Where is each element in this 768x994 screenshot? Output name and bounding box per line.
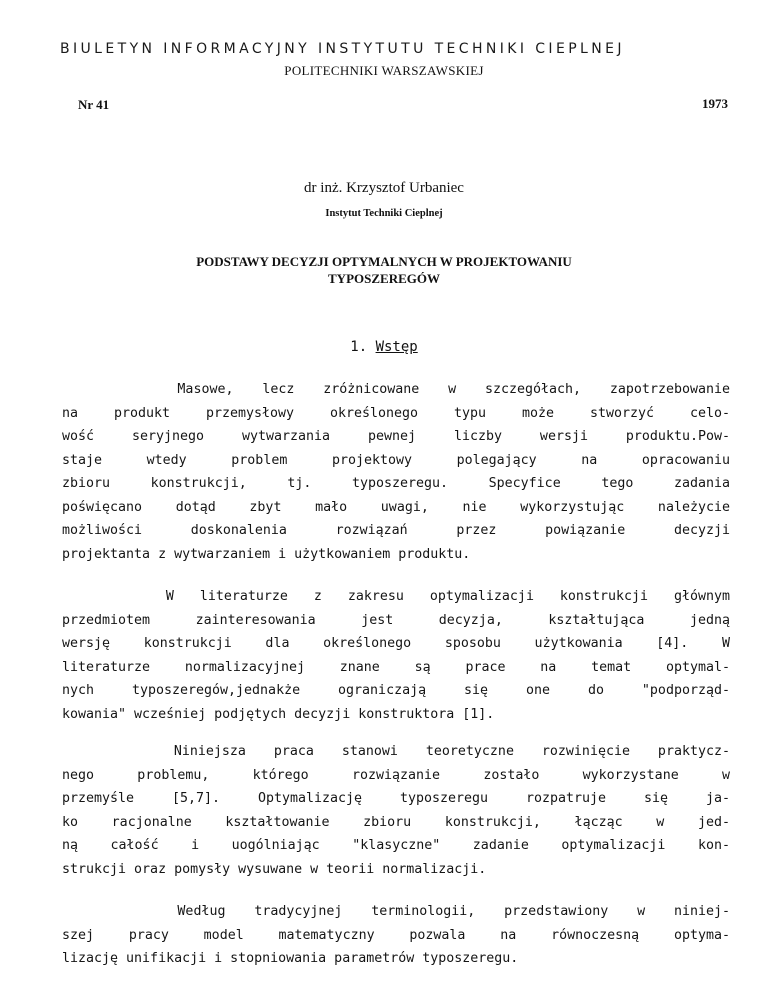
text-line: wersję konstrukcji dla określonego sposobu użytkowania [4]. W bbox=[62, 636, 730, 651]
author-affiliation: Instytut Techniki Cieplnej bbox=[325, 208, 443, 219]
text-line: projektanta z wytwarzaniem i użytkowaniem produktu. bbox=[62, 546, 471, 562]
text-line: W literaturze z zakresu optymalizacji konstrukcji głównym bbox=[62, 589, 730, 604]
paragraph bbox=[62, 585, 730, 726]
text-line: wość seryjnego wytwarzania pewnej liczby wersji produktu.Pow- bbox=[62, 429, 730, 444]
text-line: przemyśle [5,7]. Optymalizację typoszeregu rozpatruje się ja- bbox=[62, 791, 730, 806]
issue-year: 1973 bbox=[702, 96, 728, 111]
text-line: literaturze normalizacyjnej znane są prace na temat optymal- bbox=[62, 659, 730, 675]
text-line: przedmiotem zainteresowania jest decyzja, kształtująca jedną bbox=[62, 612, 730, 628]
text-line: nych typoszeregów,jednakże ograniczają się one do "podporząd- bbox=[62, 683, 730, 698]
paper-title-line: TYPOSZEREGÓW bbox=[328, 271, 440, 286]
text-line: nego problemu, którego rozwiązanie zostało wykorzystane w bbox=[62, 767, 730, 783]
text-line: staje wtedy problem projektowy polegający na opracowaniu bbox=[62, 452, 730, 468]
section-title: Wstęp bbox=[375, 339, 418, 355]
paper-title-line: PODSTAWY DECYZJI OPTYMALNYCH W PROJEKTOWANIU bbox=[196, 254, 572, 269]
bulletin-subtitle: POLITECHNIKI WARSZAWSKIEJ bbox=[284, 63, 484, 78]
text-line: Niniejsza praca stanowi teoretyczne rozwinięcie praktycz- bbox=[62, 744, 730, 759]
text-line: lizację unifikacji i stopniowania parametrów typoszeregu. bbox=[62, 951, 519, 966]
paragraph bbox=[62, 900, 730, 971]
text-line: szej pracy model matematyczny pozwala na równoczesną optyma- bbox=[62, 927, 730, 943]
section-number: 1. bbox=[350, 339, 368, 355]
text-line: ną całość i uogólniając "klasyczne" zadanie optymalizacji kon- bbox=[62, 838, 730, 853]
section-heading bbox=[0, 339, 768, 355]
text-line: na produkt przemysłowy określonego typu może stworzyć celo- bbox=[62, 405, 730, 421]
paragraph bbox=[62, 740, 730, 881]
text-line: możliwości doskonalenia rozwiązań przez powiązanie decyzji bbox=[62, 523, 730, 538]
paper-title bbox=[114, 253, 654, 287]
text-line: ko racjonalne kształtowanie zbioru konstrukcji, łącząc w jed- bbox=[62, 814, 730, 830]
text-line: strukcji oraz pomysły wysuwane w teorii normalizacji. bbox=[62, 861, 487, 877]
bulletin-title: BIULETYN INFORMACYJNY INSTYTUTU TECHNIKI CIEPLNEJ bbox=[60, 41, 625, 57]
author-name: dr inż. Krzysztof Urbaniec bbox=[304, 180, 464, 196]
text-line: Według tradycyjnej terminologii, przedstawiony w niniej- bbox=[62, 904, 730, 919]
paragraph bbox=[62, 378, 730, 566]
text-line: kowania" wcześniej podjętych decyzji konstruktora [1]. bbox=[62, 706, 495, 722]
issue-number: Nr 41 bbox=[78, 97, 110, 112]
text-line: poświęcano dotąd zbyt mało uwagi, nie wykorzystując należycie bbox=[62, 499, 730, 515]
text-line: zbioru konstrukcji, tj. typoszeregu. Specyfice tego zadania bbox=[62, 476, 730, 491]
text-line: Masowe, lecz zróżnicowane w szczegółach, zapotrzebowanie bbox=[62, 382, 730, 397]
